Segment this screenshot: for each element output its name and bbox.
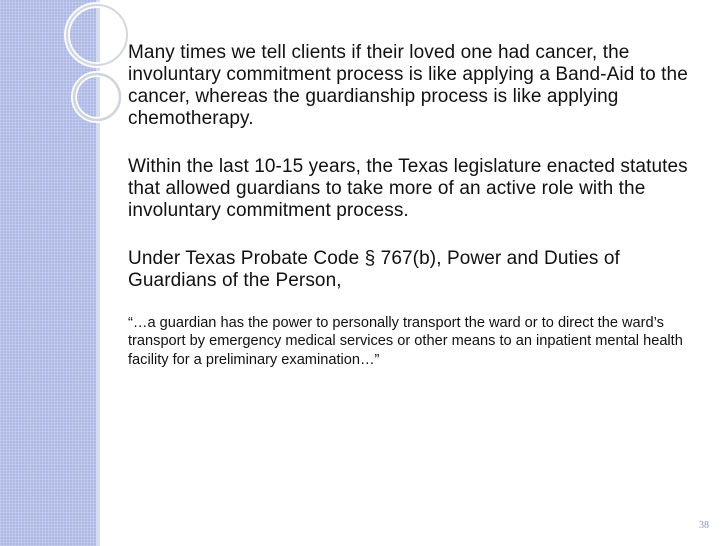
statute-quote: “…a guardian has the power to personally transport the ward or to direct the ward’s transport by emergency medical services or other means to an inpatient mental health facility for a preliminary examination…”: [128, 315, 683, 368]
small-ring-shade: [74, 74, 120, 120]
slide-body: [128, 42, 698, 369]
large-ring-shade: [67, 5, 127, 65]
paragraph-probate-code: Under Texas Probate Code § 767(b), Power and Duties of Guardians of the Person,: [128, 248, 620, 291]
paragraph-texas-legislature: Within the last 10-15 years, the Texas legislature enacted statutes that allowed guardians to take more of an active role with the involuntary commitment process.: [128, 156, 688, 221]
page-number: 38: [699, 520, 709, 531]
paragraph-cancer-analogy: Many times we tell clients if their loved one had cancer, the involuntary commitment process is like applying a Band-Aid to the cancer, whereas the guardianship process is like applying chemotherapy.: [128, 42, 688, 129]
